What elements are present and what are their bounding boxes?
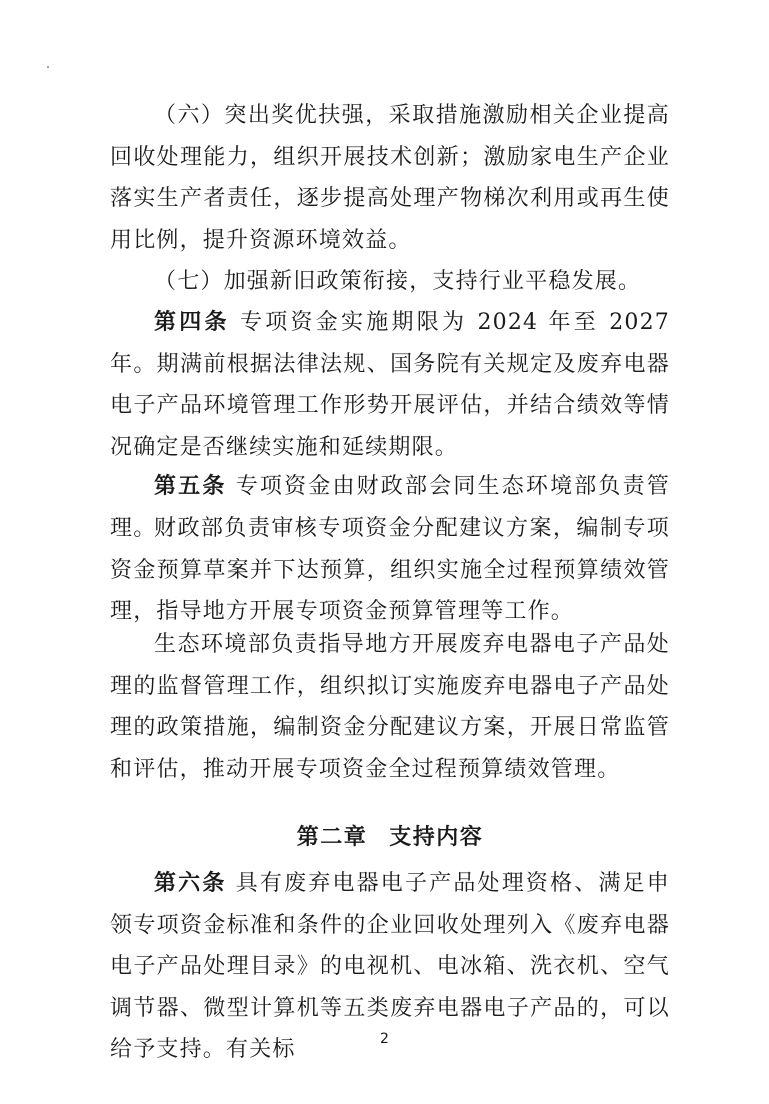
paragraph-text: 生态环境部负责指导地方开展废弃电器电子产品处理的监督管理工作，组织拟订实施废弃电器电子产品处理的政策措施，编制资金分配建议方案，开展日常监管和评估，推动开展专项资金全过程预算绩效管理。 xyxy=(110,632,670,782)
article-heading: 第四条 xyxy=(154,310,230,335)
paragraph-article-4 xyxy=(110,302,670,468)
chapter-title: 支持内容 xyxy=(389,825,484,850)
article-heading: 第五条 xyxy=(154,474,227,499)
chapter-heading xyxy=(110,820,670,851)
chapter-number: 第二章 xyxy=(296,825,368,850)
paragraph-ecology-ministry xyxy=(110,624,670,790)
paragraph-item-6 xyxy=(110,95,670,261)
paragraph-text: 具有废弃电器电子产品处理资格、满足申领专项资金标准和条件的企业回收处理列入《废弃电器电子产品处理目录》的电视机、电冰箱、洗衣机、空气调节器、微型计算机等五类废弃电器电子产品的，可以给予支持。有关标 xyxy=(110,871,670,1062)
page-number: 2 xyxy=(380,1031,389,1047)
paragraph-text: 专项资金实施期限为 2024 年至 2027 年。期满前根据法律法规、国务院有关规定及废弃电器电子产品环境管理工作形势开展评估，并结合绩效等情况确定是否继续实施和延续期限。 xyxy=(110,310,670,460)
paragraph-text: （六）突出奖优扶强，采取措施激励相关企业提高回收处理能力，组织开展技术创新；激励家电生产企业落实生产者责任，逐步提高处理产物梯次利用或再生使用比例，提升资源环境效益。 xyxy=(110,103,670,253)
article-heading: 第六条 xyxy=(154,871,227,896)
paragraph-text: （七）加强新旧政策衔接，支持行业平稳发展。 xyxy=(154,269,642,294)
scan-speck xyxy=(47,66,49,68)
paragraph-text: 财政部负责审核专项资金分配建议方案，编制专项资金预算草案并下达预算，组织实施全过程预算绩效管理，指导地方开展专项资金预算管理等工作。 xyxy=(110,516,670,624)
paragraph-item-7 xyxy=(110,261,670,303)
paragraph-finance-ministry xyxy=(110,508,670,633)
paragraph-text: 专项资金由财政部会同生态环境部负责管理。 xyxy=(110,474,670,541)
